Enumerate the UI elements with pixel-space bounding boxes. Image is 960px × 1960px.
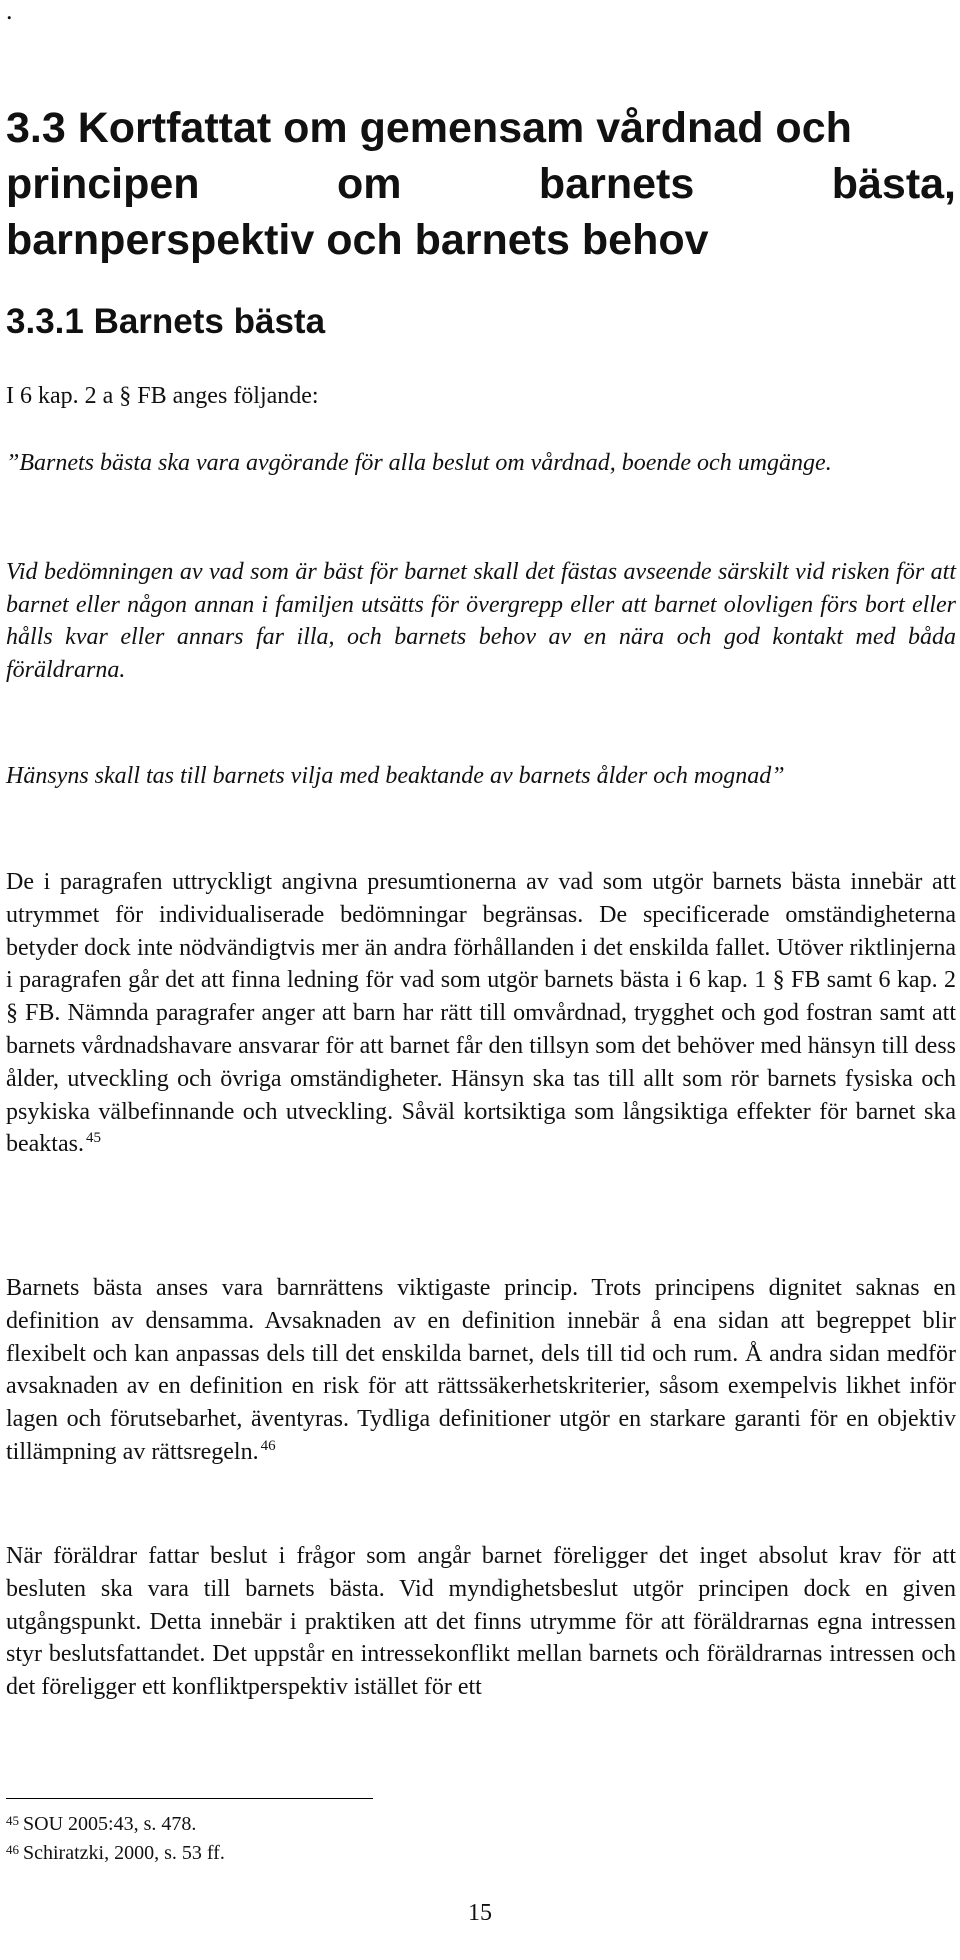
footnote-46 bbox=[6, 1840, 225, 1866]
corner-mark: . bbox=[6, 0, 13, 25]
footnote-46-text: Schiratzki, 2000, s. 53 ff. bbox=[23, 1842, 225, 1864]
body-paragraph-1-text: De i paragrafen uttryckligt angivna presumtionerna av vad som utgör barnets bästa innebär att utrymmet för individualiserade bedömningar begränsas. De specificerade omständigheterna betyder dock inte nödvändigtvis mer än andra förhållanden i det enskilda fallet. Utöver riktlinjerna i paragrafen går det att finna ledning för vad som utgör barnets bästa i 6 kap. 1 § FB samt 6 kap. 2 § FB. Nämnda paragrafer anger att barn har rätt till omvårdnad, trygghet och god fostran samt att barnets vårdnadshavare ansvarar för att barnet får den tillsyn som det behöver med hänsyn till dess ålder, utveckling och övriga omständigheter. Hänsyn ska tas till allt som rör barnets fysiska och psykiska välbefinnande och utveckling. Såväl kortsiktiga som långsiktiga effekter för barnet ska beaktas. bbox=[6, 869, 956, 1158]
quote-paragraph-2: Vid bedömningen av vad som är bäst för barnet skall det fästas avseende särskilt vid risken för att barnet eller någon annan i familjen utsätts för övergrepp eller att barnet olovligen förs bort eller hålls kvar eller annars far illa, och barnets behov av en nära och god kontakt med båda föräldrarna. bbox=[6, 559, 956, 683]
footnote-separator bbox=[6, 1798, 373, 1799]
body-paragraph-2 bbox=[6, 1272, 956, 1469]
heading-line-3: barnperspektiv och barnets behov bbox=[6, 216, 709, 264]
quote-paragraph-3: Hänsyns skall tas till barnets vilja med beaktande av barnets ålder och mognad” bbox=[6, 763, 785, 789]
section-heading bbox=[6, 100, 956, 268]
footnote-ref-45: 45 bbox=[85, 1130, 101, 1147]
heading-line-2: principen om barnets bästa, bbox=[6, 160, 956, 208]
intro-text: I 6 kap. 2 a § FB anges följande: bbox=[6, 383, 319, 409]
footnote-45 bbox=[6, 1811, 196, 1837]
body-paragraph-1 bbox=[6, 866, 956, 1161]
body-paragraph-2-text: Barnets bästa anses vara barnrättens viktigaste princip. Trots principens dignitet saknas en definition av densamma. Avsaknaden av en definition innebär å ena sidan att begreppet blir flexibelt och kan anpassas dels till det enskilda barnet, dels till tid och rum. Å andra sidan medför avsaknaden av en definition en risk för att rättssäkerhetskriterier, såsom exempelvis likhet inför lagen och förutsebarhet, äventyras. Tydliga definitioner utgör en starkare garanti för en objektiv tillämpning av rättsregeln. bbox=[6, 1275, 956, 1465]
footnote-45-text: SOU 2005:43, s. 478. bbox=[23, 1813, 197, 1835]
body-paragraph-3: När föräldrar fattar beslut i frågor som angår barnet föreligger det inget absolut krav för att besluten ska vara till barnets bästa. Vid myndighetsbeslut utgör principen dock en given utgångspunkt. Detta innebär i praktiken att det finns utrymme för att föräldrarnas egna intressen styr beslutsfattandet. Det uppstår en intressekonflikt mellan barnets och föräldrarnas intressen och det föreligger ett konfliktperspektiv istället för ett bbox=[6, 1543, 956, 1701]
footnote-46-number: 46 bbox=[6, 1842, 19, 1857]
heading-line-1: 3.3 Kortfattat om gemensam vårdnad och bbox=[6, 104, 852, 152]
footnote-ref-46: 46 bbox=[260, 1437, 276, 1454]
footnote-45-number: 45 bbox=[6, 1813, 19, 1828]
subsection-heading: 3.3.1 Barnets bästa bbox=[6, 302, 326, 341]
quote-paragraph-1: ”Barnets bästa ska vara avgörande för alla beslut om vårdnad, boende och umgänge. bbox=[6, 450, 832, 476]
page-number: 15 bbox=[468, 1900, 492, 1926]
